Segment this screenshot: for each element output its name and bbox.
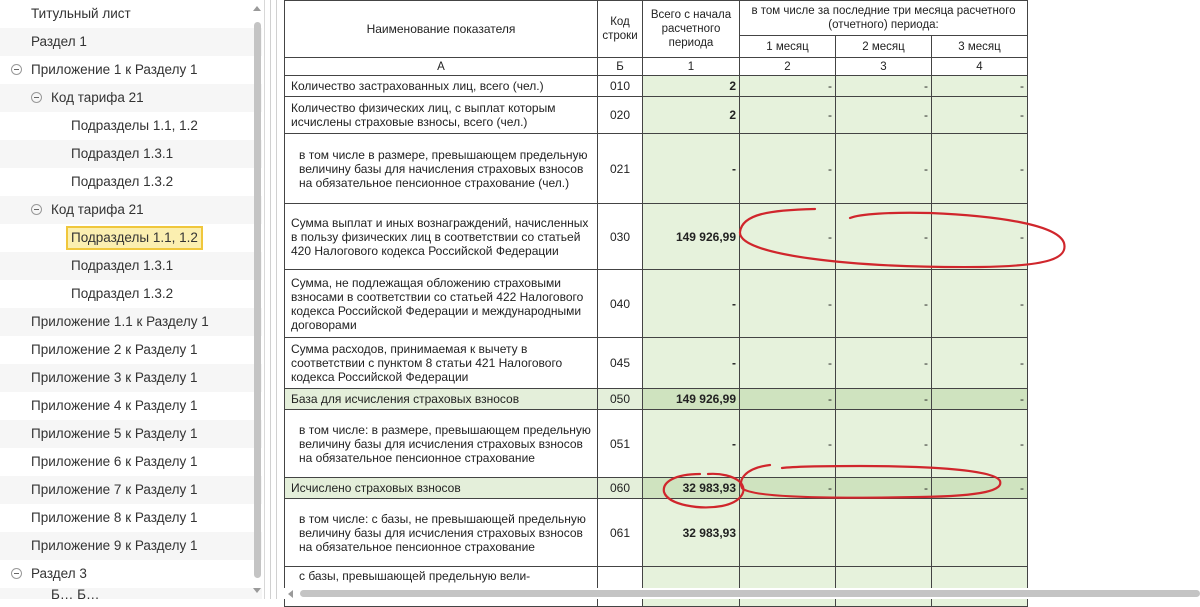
collapse-icon[interactable] (31, 92, 42, 103)
value-month-1[interactable]: - (740, 389, 836, 410)
value-month-3[interactable]: - (932, 134, 1028, 204)
scroll-down-arrow-icon[interactable] (253, 588, 261, 593)
tree-item-appendix-3[interactable]: Приложение 3 к Разделу 1 (0, 364, 262, 392)
collapse-icon[interactable] (11, 64, 22, 75)
header-total: Всего с начала расчетного периода (643, 1, 740, 58)
tree-item-subsections-1-1-1-2[interactable]: Подразделы 1.1, 1.2 (71, 118, 198, 133)
tree-item-appendix-2[interactable]: Приложение 2 к Разделу 1 (31, 342, 198, 357)
value-month-2[interactable]: - (836, 389, 932, 410)
col-letter: 2 (740, 58, 836, 76)
row-label: в том числе в размере, превышающем предельную величину базы для начисления страховых взносов на обязательное пенсионное страхование (чел.) (285, 134, 598, 204)
value-month-2[interactable]: - (836, 134, 932, 204)
scroll-left-arrow-icon[interactable] (288, 590, 293, 598)
row-label: Сумма выплат и иных вознаграждений, начисленных в пользу физических лиц в соответствии со статьей 420 Налогового кодекса Российской Федерации (285, 204, 598, 270)
row-code: 040 (598, 270, 643, 338)
table-row (285, 204, 1028, 270)
value-total[interactable]: 149 926,99 (643, 204, 740, 270)
value-month-3[interactable]: - (932, 338, 1028, 389)
value-total[interactable]: 2 (643, 97, 740, 134)
header-last-three-months: в том числе за последние три месяца расчетного (отчетного) периода: (740, 1, 1028, 36)
col-letter: 4 (932, 58, 1028, 76)
table-row (285, 499, 1028, 567)
row-code: 010 (598, 76, 643, 97)
row-label: Сумма, не подлежащая обложению страховыми взносами в соответствии со статьей 422 Налогового кодекса Российской Федерации и международными договорами (285, 270, 598, 338)
row-label: Исчислено страховых взносов (285, 478, 598, 499)
header-month-3: 3 месяц (932, 36, 1028, 58)
value-month-1[interactable] (740, 567, 836, 607)
value-month-3[interactable]: - (932, 204, 1028, 270)
report-form-table (284, 0, 1028, 607)
tree-item-appendix-7[interactable]: Приложение 7 к Разделу 1 (0, 476, 262, 504)
table-row (285, 478, 1028, 499)
value-month-2[interactable] (836, 567, 932, 607)
row-label: Количество застрахованных лиц, всего (чел.) (285, 76, 598, 97)
row-label: Сумма расходов, принимаемая к вычету в соответствии с пунктом 8 статьи 421 Налогового кодекса Российской Федерации (285, 338, 598, 389)
value-month-1[interactable]: - (740, 97, 836, 134)
row-label: в том числе: в размере, превышающем предельную величину базы для исчисления страховых взносов на обязательное пенсионное страхование (285, 410, 598, 478)
value-total[interactable] (643, 567, 740, 607)
report-tree-panel (0, 0, 265, 599)
header-indicator-name: Наименование показателя (285, 1, 598, 58)
value-month-1[interactable]: - (740, 204, 836, 270)
value-month-2[interactable]: - (836, 270, 932, 338)
value-month-2[interactable]: - (836, 97, 932, 134)
tree-item-subsection-1-3-2[interactable]: Подраздел 1.3.2 (71, 174, 174, 189)
tree-item-appendix-9[interactable]: Приложение 9 к Разделу 1 (0, 532, 262, 560)
row-label: в том числе: с базы, не превышающей предельную величину базы для исчисления страховых взносов на обязательное пенсионное страхование (285, 499, 598, 567)
value-month-1[interactable] (740, 499, 836, 567)
tree-item-section-3[interactable]: Раздел 3 (0, 560, 262, 588)
value-month-1[interactable]: - (740, 76, 836, 97)
value-month-1[interactable]: - (740, 270, 836, 338)
value-month-1[interactable]: - (740, 338, 836, 389)
value-total[interactable]: - (643, 338, 740, 389)
tree-item-title-page[interactable]: Титульный лист (31, 6, 131, 21)
value-total[interactable]: - (643, 270, 740, 338)
value-month-1[interactable]: - (740, 410, 836, 478)
row-code: 050 (598, 389, 643, 410)
table-row (285, 270, 1028, 338)
value-month-2[interactable]: - (836, 76, 932, 97)
row-code: 021 (598, 134, 643, 204)
header-line-code: Код строки (598, 1, 643, 58)
table-row (285, 410, 1028, 478)
collapse-icon[interactable] (11, 568, 22, 579)
tree-item-tariff-21[interactable]: Код тарифа 21 (0, 196, 262, 224)
collapse-icon[interactable] (31, 204, 42, 215)
value-month-2[interactable]: - (836, 410, 932, 478)
col-letter: 1 (643, 58, 740, 76)
value-month-2[interactable]: - (836, 478, 932, 499)
tree-item-subsections-1-1-1-2-selected[interactable]: Подразделы 1.1, 1.2 (0, 224, 262, 252)
row-code: 061 (598, 499, 643, 567)
table-row (285, 567, 1028, 607)
row-code (598, 567, 643, 607)
table-row (285, 134, 1028, 204)
panel-divider[interactable] (270, 0, 271, 599)
value-total[interactable]: - (643, 134, 740, 204)
row-label: Количество физических лиц, с выплат которым исчислены страховые взносы, всего (чел.) (285, 97, 598, 134)
row-code: 060 (598, 478, 643, 499)
tree-item-tariff-21[interactable]: Код тарифа 21 (0, 84, 262, 112)
tree-item-appendix-8[interactable]: Приложение 8 к Разделу 1 (31, 510, 198, 525)
row-code: 030 (598, 204, 643, 270)
value-total[interactable]: 2 (643, 76, 740, 97)
value-total[interactable]: 32 983,93 (643, 478, 740, 499)
tree-item-appendix-1[interactable]: Приложение 1 к Разделу 1 (0, 56, 262, 84)
value-month-1[interactable]: - (740, 478, 836, 499)
tree-item-appendix-5[interactable]: Приложение 5 к Разделу 1 (0, 420, 262, 448)
value-total[interactable]: 149 926,99 (643, 389, 740, 410)
tree-item-appendix-4[interactable]: Приложение 4 к Разделу 1 (31, 398, 198, 413)
tree-item-subsection-1-3-1[interactable]: Подраздел 1.3.1 (0, 140, 262, 168)
value-month-2[interactable] (836, 499, 932, 567)
value-month-3[interactable]: - (932, 97, 1028, 134)
tree-item-appendix-1-1[interactable]: Приложение 1.1 к Разделу 1 (0, 308, 262, 336)
value-month-1[interactable]: - (740, 134, 836, 204)
table-row (285, 97, 1028, 134)
panel-divider (276, 0, 277, 599)
row-label: с базы, превышающей предельную вели- (285, 567, 598, 607)
tree-item-cut-off[interactable]: Б… Б… (0, 588, 262, 599)
table-row (285, 338, 1028, 389)
horizontal-scrollbar-thumb[interactable] (300, 590, 1200, 597)
value-month-3[interactable] (932, 499, 1028, 567)
row-label: База для исчисления страховых взносов (285, 389, 598, 410)
row-code: 020 (598, 97, 643, 134)
value-total[interactable]: - (643, 410, 740, 478)
col-letter: Б (598, 58, 643, 76)
value-month-3[interactable]: - (932, 410, 1028, 478)
table-row (285, 76, 1028, 97)
tree-item-subsection-1-3-1[interactable]: Подраздел 1.3.1 (0, 252, 262, 280)
col-letter: 3 (836, 58, 932, 76)
row-code: 051 (598, 410, 643, 478)
value-month-2[interactable]: - (836, 204, 932, 270)
tree-item-subsection-1-3-2[interactable]: Подраздел 1.3.2 (71, 286, 174, 301)
col-letter: А (285, 58, 598, 76)
tree-item-section-1[interactable]: Раздел 1 (0, 28, 262, 56)
value-month-3[interactable]: - (932, 76, 1028, 97)
value-month-3[interactable]: - (932, 270, 1028, 338)
value-month-3[interactable]: - (932, 478, 1028, 499)
header-month-2: 2 месяц (836, 36, 932, 58)
row-code: 045 (598, 338, 643, 389)
tree-scrollbar[interactable] (254, 22, 261, 578)
header-month-1: 1 месяц (740, 36, 836, 58)
value-total[interactable]: 32 983,93 (643, 499, 740, 567)
value-month-3[interactable] (932, 567, 1028, 607)
scroll-up-arrow-icon[interactable] (253, 6, 261, 11)
value-month-2[interactable]: - (836, 338, 932, 389)
value-month-3[interactable]: - (932, 389, 1028, 410)
table-row (285, 389, 1028, 410)
tree-item-appendix-6[interactable]: Приложение 6 к Разделу 1 (31, 454, 198, 469)
